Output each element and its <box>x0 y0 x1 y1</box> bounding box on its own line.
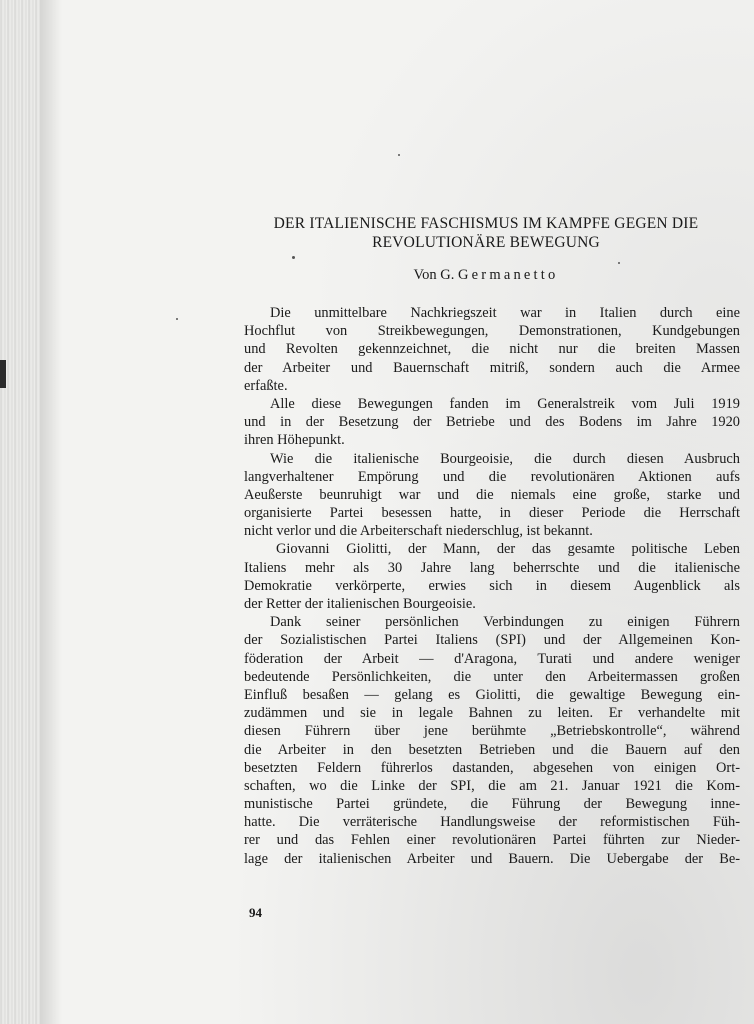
body-line: zudämmen und sie in legale Bahnen zu leiten. Er verhandelte mit <box>244 705 740 722</box>
body-line: hatte. Die verräterische Handlungsweise der reformistischen Füh- <box>244 814 740 831</box>
body-line: diesen Führern über jene berühmte „Betriebskontrolle“, während <box>244 723 740 740</box>
body-line: und Revolten gekennzeichnet, die nicht nur die breiten Massen <box>244 341 740 358</box>
body-line: Wie die italienische Bourgeoisie, die durch diesen Ausbruch <box>270 450 740 467</box>
body-line: der Arbeiter und Bauernschaft mitriß, sondern auch die Armee <box>244 359 740 376</box>
page-number: 94 <box>249 905 262 920</box>
body-line: Giovanni Giolitti, der Mann, der das gesamte politische Leben <box>276 541 740 558</box>
body-line: der Retter der italienischen Bourgeoisie. <box>244 596 476 612</box>
body-line: organisierte Partei besessen hatte, in dieser Periode die Herrschaft <box>244 505 740 522</box>
body-line: schaften, wo die Linke der SPI, die am 21. Januar 1921 die Kom- <box>244 777 740 794</box>
article-title-line-2: REVOLUTIONÄRE BEWEGUNG <box>372 234 600 251</box>
dust-speck <box>292 256 295 259</box>
body-line: Hochflut von Streikbewegungen, Demonstrationen, Kundgebungen <box>244 323 740 340</box>
article-byline <box>236 266 736 284</box>
body-line: rer und das Fehlen einer revolutionären Partei führten zur Nieder- <box>244 832 740 849</box>
byline-author: Germanetto <box>458 267 559 283</box>
article-title <box>236 214 736 252</box>
body-line: Die unmittelbare Nachkriegszeit war in Italien durch eine <box>270 305 740 321</box>
body-line: Dank seiner persönlichen Verbindungen zu einigen Führern <box>270 614 740 631</box>
book-binding <box>0 0 40 1024</box>
body-line: munistische Partei gründete, die Führung der Bewegung inne- <box>244 796 740 813</box>
body-line: und in der Besetzung der Betriebe und des Bodens im Jahre 1920 <box>244 414 740 431</box>
body-line: Alle diese Bewegungen fanden im Generalstreik vom Juli 1919 <box>270 395 740 412</box>
dust-speck <box>398 154 400 156</box>
body-line: langverhaltener Empörung und die revolutionären Aktionen aufs <box>244 468 740 485</box>
binding-mark <box>0 360 6 388</box>
body-line: föderation der Arbeit — d'Aragona, Turati und andere weniger <box>244 650 740 667</box>
body-line: ihren Höhepunkt. <box>244 432 345 449</box>
body-line: besetzten Feldern führerlos dastanden, abgesehen von einigen Ort- <box>244 759 740 776</box>
body-line: lage der italienischen Arbeiter und Bauern. Die Uebergabe der Be- <box>244 850 740 867</box>
body-line: bedeutende Persönlichkeiten, die unter den Arbeitermassen großen <box>244 668 740 685</box>
body-line: Einfluß besaßen — gelang es Giolitti, die gewaltige Bewegung ein- <box>244 686 740 703</box>
body-line: die Arbeiter in den besetzten Betrieben und die Bauern auf den <box>244 741 740 758</box>
body-line: der Sozialistischen Partei Italiens (SPI) und der Allgemeinen Kon- <box>244 632 740 649</box>
body-line: Aeußerste beunruhigt war und die niemals eine große, starke und <box>244 486 740 503</box>
article-body <box>244 304 740 868</box>
body-line: erfaßte. <box>244 377 288 394</box>
body-line: Demokratie verkörperte, erwies sich in diesem Augenblick als <box>244 577 740 594</box>
binding-shadow <box>40 0 62 1024</box>
dust-speck <box>618 262 620 264</box>
article-title-line-1: DER ITALIENISCHE FASCHISMUS IM KAMPFE GEGEN DIE <box>273 215 699 232</box>
body-line: nicht verlor und die Arbeiterschaft niederschlug, ist bekannt. <box>244 523 593 540</box>
byline-prefix: Von G. <box>413 267 455 283</box>
dust-speck <box>176 318 178 320</box>
body-line: Italiens mehr als 30 Jahre lang beherrschte und die italienische <box>244 559 740 576</box>
